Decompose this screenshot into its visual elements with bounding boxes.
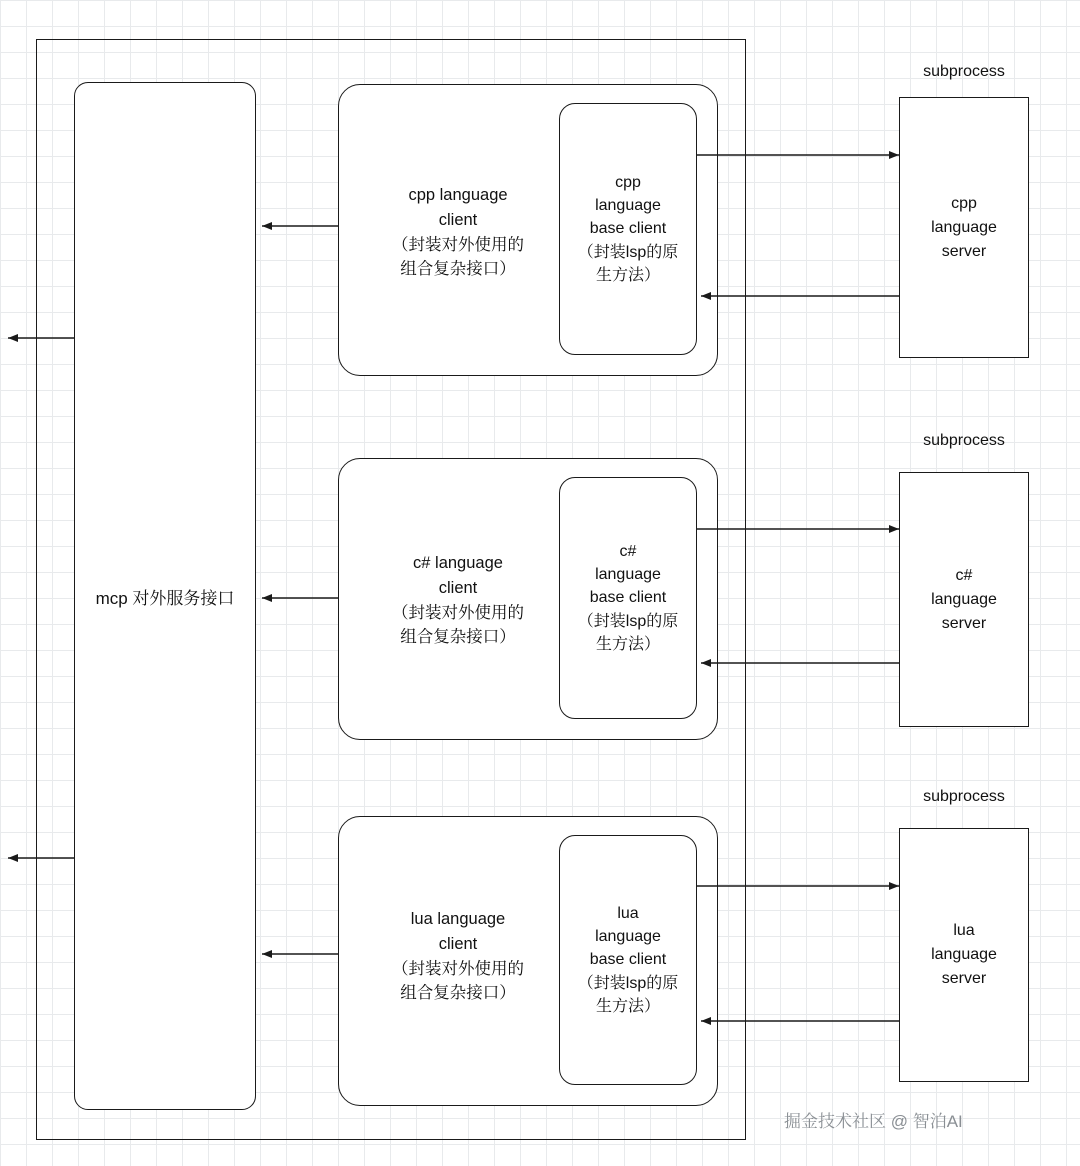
cs-server-line2: language: [931, 590, 997, 608]
lua-server-line3: server: [941, 970, 987, 987]
watermark-label: 掘金技术社区 @ 智泊AI: [784, 1112, 963, 1131]
cs-base-line1: c#: [619, 543, 637, 561]
mcp-service-interface-box[interactable]: [74, 82, 256, 1110]
cpp-subprocess-label: subprocess: [923, 63, 1005, 80]
cpp-client-line1: cpp language: [408, 186, 508, 204]
cpp-server-line3: server: [941, 242, 987, 260]
cs-server-line3: server: [941, 614, 987, 632]
cpp-client-line2: client: [438, 210, 478, 229]
cpp-base-line4: （封装lsp的原: [577, 243, 679, 261]
cpp-base-line2: language: [595, 197, 661, 215]
cpp-base-line5: 生方法）: [595, 266, 660, 284]
lua-server-line2: language: [931, 946, 997, 963]
lua-language-client-label: [352, 907, 564, 1006]
mcp-service-interface-label: mcp 对外服务接口: [95, 588, 235, 608]
cpp-client-line3: （封装对外使用的: [392, 235, 524, 254]
lua-client-line2: client: [438, 934, 478, 953]
cs-client-line2: client: [438, 578, 478, 597]
cpp-base-line1: cpp: [615, 174, 641, 192]
cs-client-line4: 组合复杂接口）: [400, 628, 516, 647]
cpp-language-base-client-box[interactable]: [559, 103, 697, 355]
cpp-language-server-box[interactable]: [899, 97, 1029, 358]
csharp-language-client-label: [352, 551, 564, 650]
lua-base-line4: （封装lsp的原: [577, 974, 679, 992]
csharp-language-base-client-box[interactable]: [559, 477, 697, 719]
lua-base-line2: language: [595, 928, 661, 946]
lua-base-line5: 生方法）: [595, 997, 660, 1015]
lua-server-line1: lua: [953, 922, 975, 939]
cs-client-line1: c# language: [413, 554, 503, 572]
lua-base-line1: lua: [617, 905, 639, 923]
cs-base-line5: 生方法）: [595, 635, 660, 653]
lua-language-base-client-box[interactable]: [559, 835, 697, 1085]
lua-client-line3: （封装对外使用的: [392, 959, 524, 978]
cs-client-line3: （封装对外使用的: [392, 603, 524, 622]
lua-language-server-box[interactable]: [899, 828, 1029, 1082]
cs-base-line4: （封装lsp的原: [577, 612, 679, 630]
cs-base-line2: language: [595, 566, 661, 584]
cpp-language-client-label: [352, 183, 564, 282]
lua-subprocess-label: subprocess: [923, 788, 1005, 805]
cpp-server-line1: cpp: [951, 194, 977, 212]
csharp-language-server-box[interactable]: [899, 472, 1029, 727]
cpp-base-line3: base client: [589, 220, 667, 238]
lua-client-line4: 组合复杂接口）: [400, 984, 516, 1003]
cs-server-line1: c#: [955, 566, 973, 584]
lua-base-line3: base client: [589, 951, 667, 969]
cs-base-line3: base client: [589, 589, 667, 607]
csharp-subprocess-label: subprocess: [923, 432, 1005, 449]
cpp-client-line4: 组合复杂接口）: [400, 260, 516, 279]
cpp-server-line2: language: [931, 218, 997, 236]
lua-client-line1: lua language: [410, 910, 506, 928]
